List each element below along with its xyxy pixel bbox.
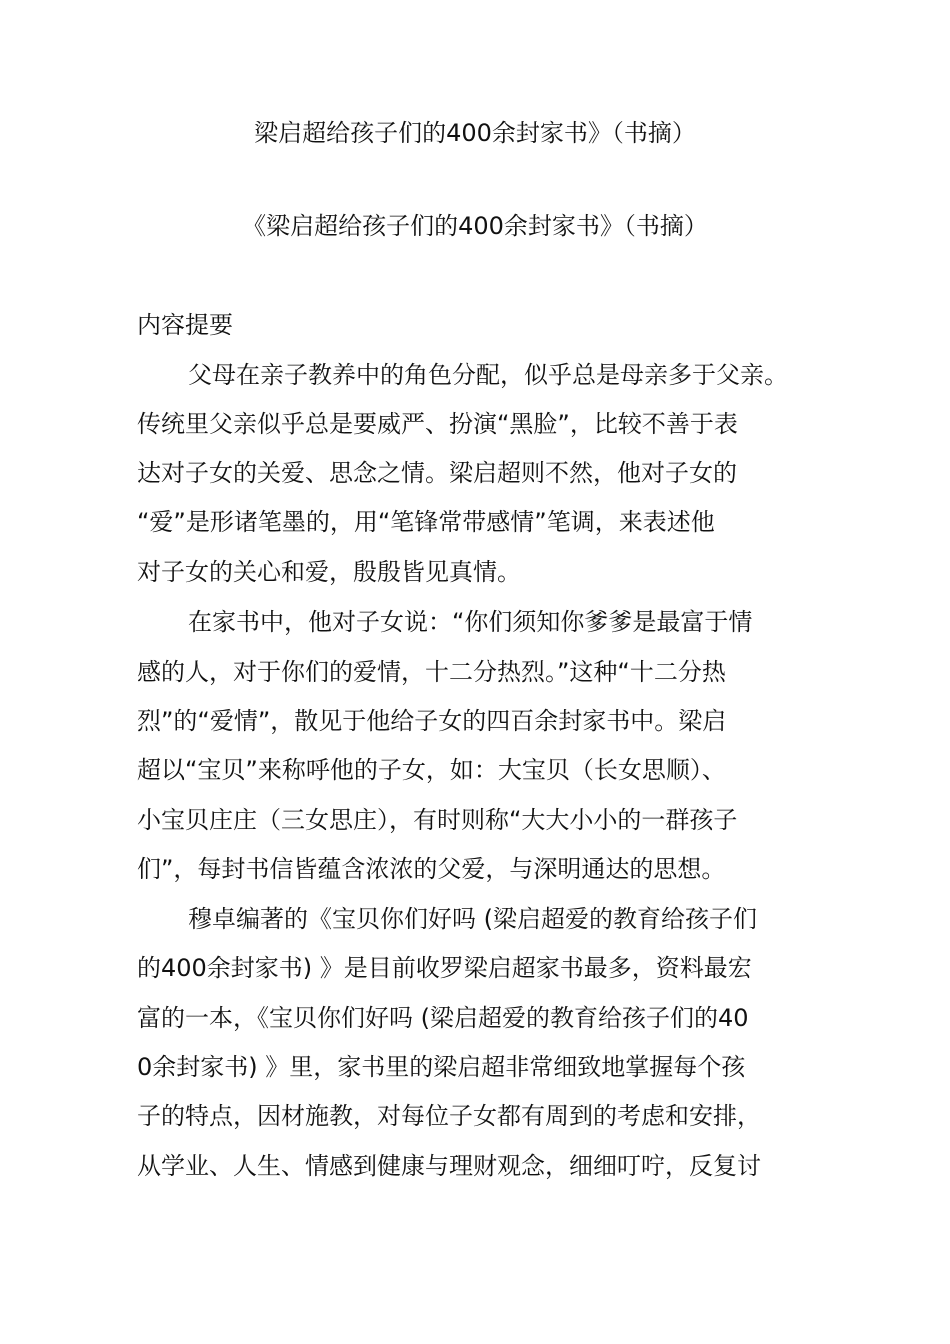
paragraph-line: 富的一本，《宝贝你们好吗 (梁启超爱的教育给孩子们的40 [137, 1004, 749, 1032]
paragraph-line: 小宝贝庄庄（三女思庄），有时则称“大大小小的一群孩子 [137, 806, 738, 834]
paragraph-line: 达对子女的关爱、思念之情。梁启超则不然，他对子女的 [137, 459, 737, 487]
paragraph-line: 传统里父亲似乎总是要威严、扮演“黑脸”，比较不善于表 [137, 410, 738, 438]
section-heading: 内容提要 [137, 311, 233, 339]
paragraph-line: 父母在亲子教养中的角色分配，似乎总是母亲多于父亲。 [188, 361, 788, 389]
paragraph-line: 0余封家书) 》里，家书里的梁启超非常细致地掌握每个孩 [137, 1053, 746, 1081]
paragraph-line: 子的特点，因材施教，对每位子女都有周到的考虑和安排， [137, 1102, 761, 1130]
paragraph-line: 感的人，对于你们的爱情，十二分热烈。”这种“十二分热 [137, 658, 726, 686]
paragraph-line: 穆卓编著的《宝贝你们好吗 (梁启超爱的教育给孩子们 [188, 905, 757, 933]
document-title: 梁启超给孩子们的400余封家书》（书摘） [254, 119, 696, 147]
document-subtitle: 《梁启超给孩子们的400余封家书》（书摘） [242, 212, 708, 240]
paragraph-line: 在家书中，他对子女说：“你们须知你爹爹是最富于情 [188, 608, 753, 636]
paragraph-line: “爱”是形诸笔墨的，用“笔锋常带感情”笔调，来表述他 [137, 508, 715, 536]
paragraph-line: 对子女的关心和爱，殷殷皆见真情。 [137, 558, 521, 586]
paragraph-line: 的400余封家书) 》是目前收罗梁启超家书最多，资料最宏 [137, 954, 752, 982]
paragraph-line: 们”，每封书信皆蕴含浓浓的父爱，与深明通达的思想。 [137, 855, 726, 883]
paragraph-line: 从学业、人生、情感到健康与理财观念，细细叮咛，反复讨 [137, 1152, 761, 1180]
paragraph-line: 超以“宝贝”来称呼他的子女，如：大宝贝（长女思顺）、 [137, 756, 726, 784]
paragraph-line: 烈”的“爱情”，散见于他给子女的四百余封家书中。梁启 [137, 707, 727, 735]
